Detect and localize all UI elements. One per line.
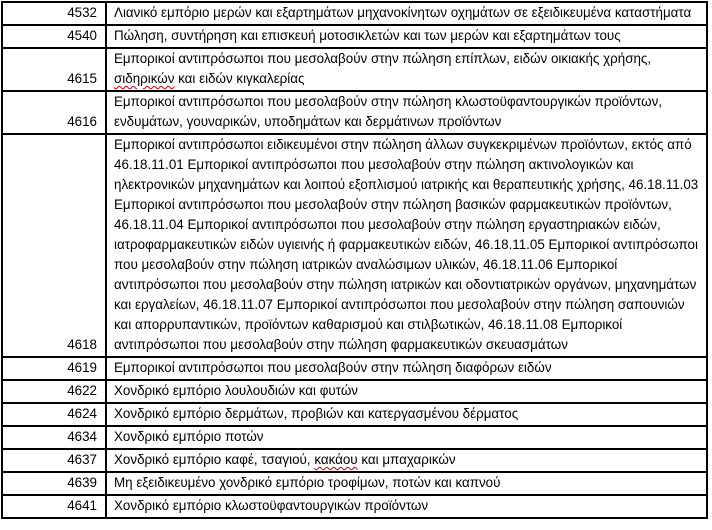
description-text: Χονδρικό εμπόριο καφέ, τσαγιού,	[114, 452, 315, 467]
activity-description-cell[interactable]	[106, 134, 707, 357]
table-row	[2, 472, 707, 495]
activity-code-cell[interactable]: 4641	[2, 495, 106, 518]
description-text: Μη εξειδικευμένο χονδρικό εμπόριο τροφίμων, ποτών και καπνού	[114, 475, 501, 490]
table-row	[2, 48, 707, 91]
activity-description-cell[interactable]	[106, 449, 707, 472]
activity-description-cell[interactable]	[106, 495, 707, 518]
activity-code-cell[interactable]: 4639	[2, 472, 106, 495]
activity-code-cell[interactable]: 4532	[2, 2, 106, 25]
activity-description-cell[interactable]	[106, 403, 707, 426]
description-text: Εμπορικοί αντιπρόσωποι που μεσολαβούν στην πώληση επίπλων, ειδών οικιακής χρήσης,	[114, 51, 652, 66]
description-text: Λιανικό εμπόριο μερών και εξαρτημάτων μηχανοκίνητων οχημάτων σε εξειδικευμένα καταστήματα	[114, 5, 692, 20]
table-row	[2, 380, 707, 403]
activity-code-cell[interactable]: 4637	[2, 449, 106, 472]
table-row	[2, 25, 707, 48]
description-text: και ειδών κιγκαλερίας	[174, 71, 305, 86]
table-row	[2, 495, 707, 518]
activity-description-cell[interactable]	[106, 91, 707, 134]
activity-description-cell[interactable]	[106, 48, 707, 91]
description-text: Εμπορικοί αντιπρόσωποι που μεσολαβούν στην πώληση διαφόρων ειδών	[114, 360, 552, 375]
activity-description-cell[interactable]	[106, 2, 707, 25]
description-text: Εμπορικοί αντιπρόσωποι ειδικευμένοι στην πώληση άλλων συγκεκριμένων προϊόντων, εκτός από 46.18.11.01 Εμπορικοί αντιπρόσωποι που μεσολαβούν στην πώληση ακτινολογικών και ηλεκτρονικών μηχανημάτων και λοιπού εξοπλισμού ιατρικής και θεραπευτικής χρήσης, 46.18.11.03 Εμπορικοί αντιπρόσωποι που μεσολαβούν στην πώληση βασικών φαρμακευτικών προϊόντων, 46.18.11.04 Εμπορικοί αντιπρόσωποι που μεσολαβούν στην πώληση εργαστηριακών ειδών, ιατροφαρμακευτικών ειδών υγιεινής ή φαρμακευτικών ειδών, 46.18.11.05 Εμπορικοί αντιπρόσωποι που μεσολαβούν στην πώληση ιατρικών αναλώσιμων υλικών, 46.18.11.06 Εμπορικοί αντιπρόσωποι που μεσολαβούν στην πώληση ιατρικών και οδοντιατρικών οργάνων, μηχανημάτων και εργαλείων, 46.18.11.07 Εμπορικοί αντιπρόσωποι που μεσολαβούν στην πώληση σαπουνιών και απορρυπαντικών, προϊόντων καθαρισμού και στιλβωτικών, 46.18.11.08 Εμπορικοί αντιπρόσωποι που μεσολαβούν στην πώληση φαρμακευτικών σκευασμάτων	[114, 137, 699, 352]
description-text: Χονδρικό εμπόριο κλωστοϋφαντουργικών προϊόντων	[114, 498, 429, 513]
description-text: Χονδρικό εμπόριο ποτών	[114, 429, 264, 444]
table-row	[2, 403, 707, 426]
misspelled-word: κακάου	[314, 452, 358, 467]
activity-code-cell[interactable]: 4616	[2, 91, 106, 134]
table-row	[2, 2, 707, 25]
activity-code-cell[interactable]: 4634	[2, 426, 106, 449]
activity-description-cell[interactable]	[106, 357, 707, 380]
codes-table-body	[2, 2, 707, 518]
table-row	[2, 426, 707, 449]
table-row	[2, 134, 707, 357]
activity-code-cell[interactable]: 4622	[2, 380, 106, 403]
description-text: Εμπορικοί αντιπρόσωποι που μεσολαβούν στην πώληση κλωστοϋφαντουργικών προϊόντων, ενδυμάτων, γουναρικών, υποδημάτων και δερμάτινων προϊόντων	[114, 94, 663, 129]
table-row	[2, 91, 707, 134]
description-text: Χονδρικό εμπόριο δερμάτων, προβιών και κατεργασμένου δέρματος	[114, 406, 519, 421]
activity-codes-table	[1, 1, 708, 519]
table-row	[2, 449, 707, 472]
misspelled-word: σιδηρικών	[114, 71, 175, 86]
activity-description-cell[interactable]	[106, 472, 707, 495]
document-page	[0, 1, 712, 530]
activity-code-cell[interactable]: 4618	[2, 134, 106, 357]
activity-description-cell[interactable]	[106, 426, 707, 449]
activity-code-cell[interactable]: 4624	[2, 403, 106, 426]
table-row	[2, 357, 707, 380]
activity-code-cell[interactable]: 4619	[2, 357, 106, 380]
activity-code-cell[interactable]: 4615	[2, 48, 106, 91]
activity-code-cell[interactable]: 4540	[2, 25, 106, 48]
description-text: Πώληση, συντήρηση και επισκευή μοτοσικλετών και των μερών και εξαρτημάτων τους	[114, 28, 621, 43]
description-text: και μπαχαρικών	[357, 452, 456, 467]
description-text: Χονδρικό εμπόριο λουλουδιών και φυτών	[114, 383, 358, 398]
activity-description-cell[interactable]	[106, 380, 707, 403]
activity-description-cell[interactable]	[106, 25, 707, 48]
